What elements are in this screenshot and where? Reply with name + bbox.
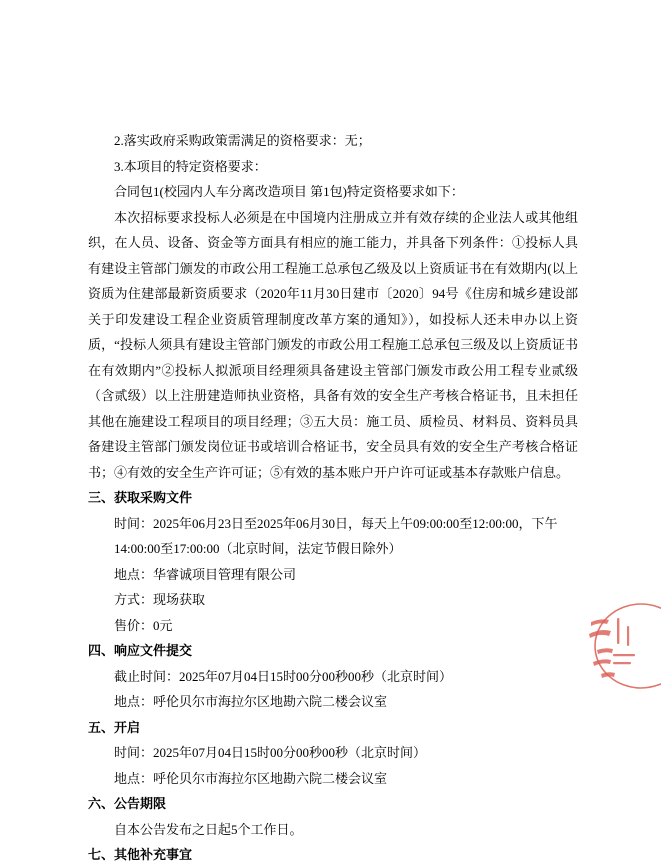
section-4-place: 地点：呼伦贝尔市海拉尔区地勘六院二楼会议室	[114, 694, 388, 709]
section-5-time: 时间：2025年07月04日15时00分00秒00秒（北京时间）	[114, 745, 427, 760]
section-3-heading: 三、获取采购文件	[88, 490, 193, 505]
section-6-duration: 自本公告发布之日起5个工作日。	[114, 821, 303, 837]
document-body	[88, 128, 578, 868]
section-5-place: 地点：呼伦贝尔市海拉尔区地勘六院二楼会议室	[114, 770, 388, 786]
clause-3-specific-qualification: 3.本项目的特定资格要求：	[114, 158, 267, 174]
section-3-time: 时间：2025年06月23日至2025年06月30日，每天上午09:00:00至12:00:00，下午14:00:00至17:00:00（北京时间，法定节假日除外）	[114, 515, 558, 556]
section-3-price: 售价：0元	[114, 617, 173, 633]
section-3-place: 地点：华睿诚项目管理有限公司	[114, 566, 297, 582]
section-3-method: 方式：现场获取	[114, 592, 206, 607]
section-5-heading: 五、开启	[88, 719, 141, 735]
section-7-heading: 七、其他补充事宜	[88, 847, 193, 862]
red-official-seal	[583, 600, 661, 692]
section-6-heading: 六、公告期限	[88, 796, 167, 811]
section-4-deadline: 截止时间：2025年07月04日15时00分00秒00秒（北京时间）	[114, 668, 453, 684]
package-1-title: 合同包1(校园内人车分离改造项目 第1包)特定资格要求如下：	[114, 184, 464, 199]
section-4-heading: 四、响应文件提交	[88, 643, 193, 658]
package-1-body: 本次招标要求投标人必须是在中国境内注册成立并有效存续的企业法人或其他组织，在人员、设备、资金等方面具有相应的施工能力，并具备下列条件：①投标人具有建设主管部门颁发的市政公用工程施工总承包乙级及以上资质证书在有效期内(以上资质为住建部最新资质要求（2020年11月30日建市〔2020〕94号《住房和城乡建设部关于印发建设工程企业资质管理制度改革方案的通知》），如投标人还未申办以上资质，“投标人须具有建设主管部门颁发的市政公用工程施工总承包三级及以上资质证书在有效期内”②投标人拟派项目经理须具备建设主管部门颁发市政公用工程专业贰级（含贰级）以上注册建造师执业资格，具备有效的安全生产考核合格证书，且未担任其他在施建设工程项目的项目经理；③五大员：施工员、质检员、材料员、资料员具备建设主管部门颁发岗位证书或培训合格证书，安全员具有效的安全生产考核合格证书；④有效的安全生产许可证；⑤有效的基本账户开户许可证或基本存款账户信息。	[88, 209, 578, 480]
clause-2-qualification: 2.落实政府采购政策需满足的资格要求：无；	[114, 133, 371, 148]
